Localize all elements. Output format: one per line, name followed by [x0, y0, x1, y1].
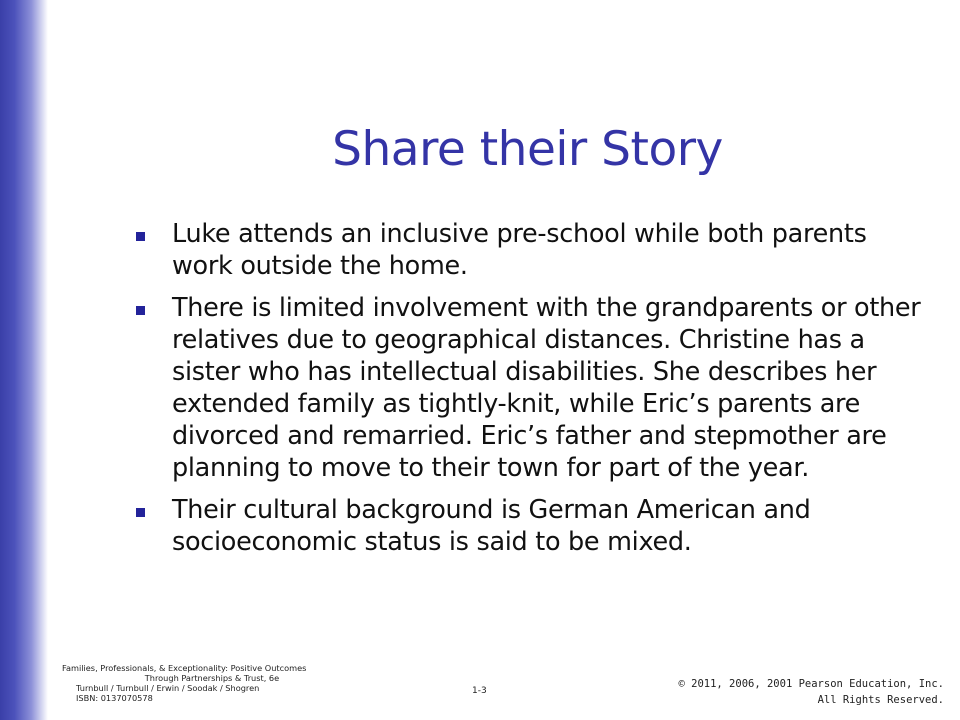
copyright-notice [678, 676, 944, 708]
page-number: 1-3 [472, 686, 487, 696]
bullet-item [132, 494, 932, 558]
bullet-item [132, 292, 932, 484]
book-citation [62, 663, 362, 703]
copyright-line: © 2011, 2006, 2001 Pearson Education, Inc. [678, 678, 944, 690]
book-title-line2: Through Partnerships & Trust, 6e [144, 673, 280, 683]
bullet-text: Their cultural background is German American and socioeconomic status is said to be mixed. [172, 495, 811, 557]
square-bullet-icon [136, 508, 145, 517]
left-gradient-band [0, 0, 48, 720]
square-bullet-icon [136, 232, 145, 241]
bullet-text: Luke attends an inclusive pre-school while both parents work outside the home. [172, 219, 867, 281]
book-isbn: ISBN: 0137070578 [76, 693, 153, 703]
bullet-item [132, 218, 932, 282]
bullet-list [132, 218, 932, 568]
slide-title: Share their Story [332, 122, 723, 177]
book-authors: Turnbull / Turnbull / Erwin / Soodak / Shogren [76, 683, 260, 693]
rights-line: All Rights Reserved. [817, 694, 944, 706]
bullet-text: There is limited involvement with the grandparents or other relatives due to geographical distances. Christine has a sister who has intellectual disabilities. She describes her extended family as tightly-knit, while Eric’s parents are divorced and remarried. Eric’s father and stepmother are planning to move to their town for part of the year. [172, 293, 921, 483]
book-title-line1: Families, Professionals, & Exceptionality: Positive Outcomes [62, 663, 307, 673]
square-bullet-icon [136, 306, 145, 315]
